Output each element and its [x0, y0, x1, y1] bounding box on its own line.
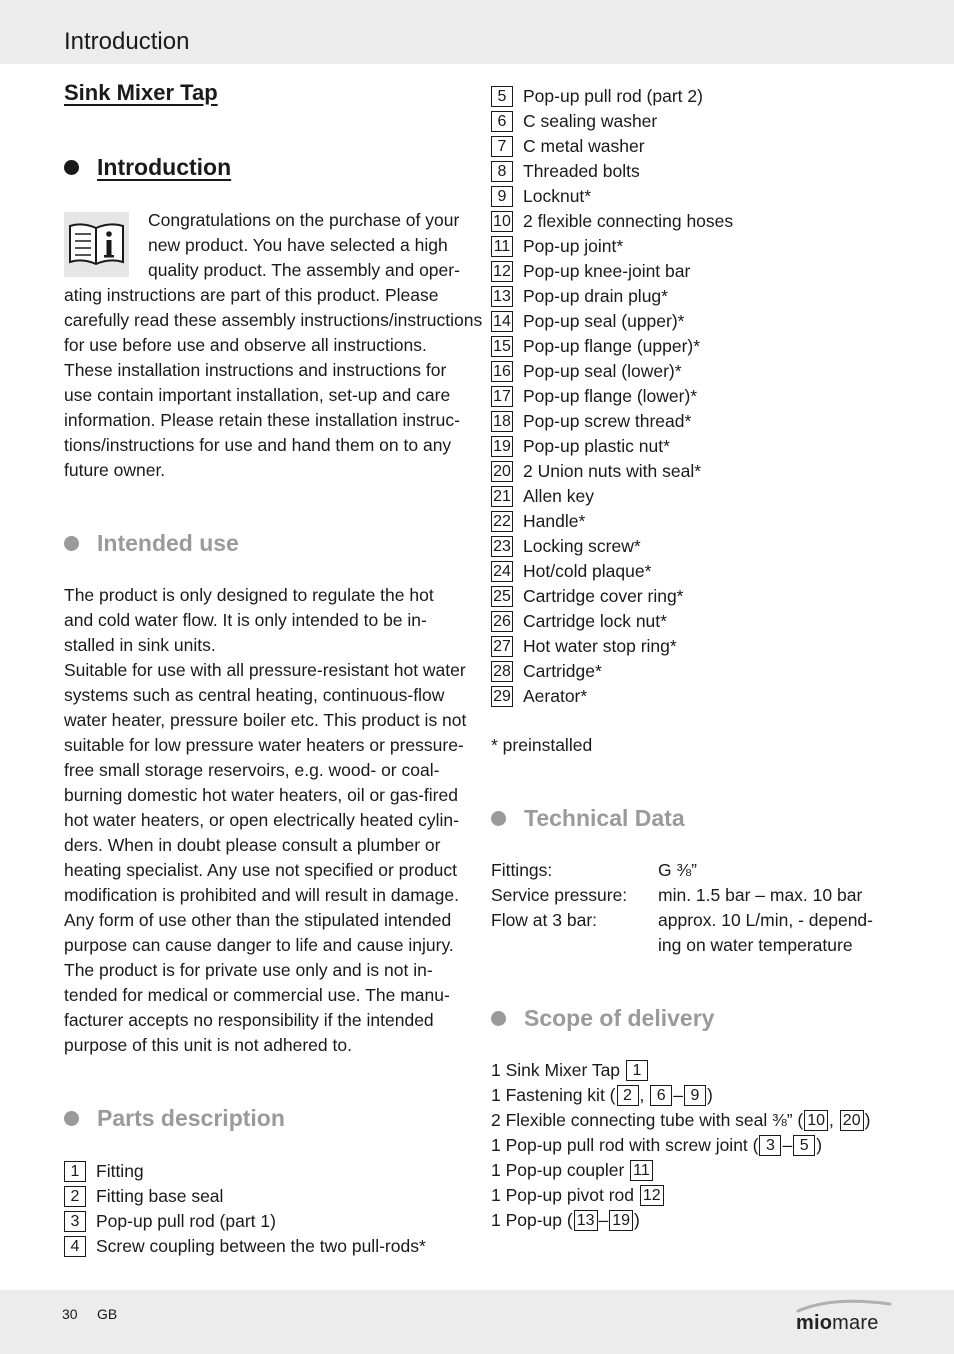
- bullet-icon: [64, 160, 79, 175]
- part-number: 11: [491, 236, 513, 257]
- intended-use-text: The product is only designed to regulate the hot and cold water flow. It is only intended to be in- stalled in sink units. Suitable for use with all pressure-resistant hot water systems such as central heating, continuous-flow water heater, pressure boiler etc. This product is not suitable for low pressure water heaters or pressure- free small storage reservoirs, e.g. wood- or coal- burning domestic hot water heaters, oil or gas-fired hot water heaters, or open electrically heated cylin- ders. When in doubt please consult a plumber or heating specialist. Any use not specified or product modification is prohibited and will result in damage. Any form of use other than the stipulated intended purpose can cause danger to life and cause injury. The product is for private use only and is not in- tended for medical or commercial use. The manu- facturer accepts no responsibility if the intended purpose of this unit is not adhered to.: [64, 585, 467, 1055]
- part-label: C metal washer: [523, 136, 645, 156]
- part-label: Pop-up drain plug*: [523, 286, 668, 306]
- tech-row: [491, 858, 891, 883]
- part-row: [491, 634, 733, 659]
- scope-row: 1 Pop-up ( 13 – 19 ): [491, 1210, 640, 1230]
- scope-row: 1 Sink Mixer Tap 1: [491, 1058, 870, 1083]
- part-label: Handle*: [523, 511, 586, 531]
- part-row: [491, 334, 733, 359]
- bullet-icon: [64, 536, 79, 551]
- part-row: [491, 234, 733, 259]
- technical-data-table: [491, 858, 891, 958]
- part-number: 20: [840, 1110, 864, 1131]
- part-number: 10: [491, 211, 513, 232]
- part-label: Pop-up screw thread*: [523, 411, 692, 431]
- part-label: Pop-up flange (upper)*: [523, 336, 701, 356]
- technical-data-heading: Technical Data: [491, 805, 685, 832]
- part-label: Allen key: [523, 486, 595, 506]
- part-label: Locknut*: [523, 186, 592, 206]
- part-row: [491, 359, 733, 384]
- parts-list-right: [491, 84, 733, 709]
- part-number: 9: [491, 186, 513, 207]
- part-row: [491, 609, 733, 634]
- part-row: [64, 1234, 426, 1259]
- part-label: Pop-up pull rod (part 2): [523, 86, 703, 106]
- part-row: [491, 584, 733, 609]
- part-row: [491, 209, 733, 234]
- part-number: 11: [630, 1160, 653, 1181]
- introduction-text: ating instructions are part of this product. Please carefully read these assembly instructions/instructions for use before use and observe all instructions. These installation instructions and instructions for use contain important installation, set-up and care information. Please retain these installation instruc- tions/instructions for use and hand them on to any future owner.: [64, 285, 483, 480]
- part-row: [491, 534, 733, 559]
- part-row: [491, 409, 733, 434]
- preinstalled-footnote: * preinstalled: [491, 735, 593, 755]
- part-label: Pop-up flange (lower)*: [523, 386, 698, 406]
- part-number: 28: [491, 661, 513, 682]
- bullet-icon: [491, 1011, 506, 1026]
- part-number: 2: [617, 1085, 639, 1106]
- page-language: GB: [97, 1306, 118, 1322]
- part-number: 18: [491, 411, 513, 432]
- part-row: [491, 559, 733, 584]
- tech-label: Flow at 3 bar:: [491, 910, 598, 930]
- part-row: [491, 684, 733, 709]
- brand-logo: [792, 1298, 902, 1338]
- intended-use-heading: Intended use: [64, 530, 239, 557]
- part-label: Fitting base seal: [96, 1186, 224, 1206]
- part-number: 1: [64, 1161, 86, 1182]
- part-label: Pop-up plastic nut*: [523, 436, 670, 456]
- part-row: [491, 284, 733, 309]
- info-book-icon: [64, 212, 129, 277]
- part-row: [491, 434, 733, 459]
- part-label: Locking screw*: [523, 536, 641, 556]
- part-number: 4: [64, 1236, 86, 1257]
- part-label: Pop-up joint*: [523, 236, 624, 256]
- part-row: [491, 134, 733, 159]
- part-label: Cartridge*: [523, 661, 602, 681]
- bullet-icon: [64, 1111, 79, 1126]
- part-number: 16: [491, 361, 513, 382]
- part-number: 26: [491, 611, 513, 632]
- part-label: Pop-up knee-joint bar: [523, 261, 691, 281]
- parts-description-heading: Parts description: [64, 1105, 285, 1132]
- part-number: 8: [491, 161, 513, 182]
- scope-of-delivery-heading: Scope of delivery: [491, 1005, 714, 1032]
- brand-wordmark: miomare: [796, 1312, 879, 1334]
- part-number: 6: [650, 1085, 672, 1106]
- part-label: 2 Union nuts with seal*: [523, 461, 702, 481]
- introduction-heading: Introduction: [64, 154, 231, 181]
- introduction-text-top: Congratulations on the purchase of your new product. You have selected a high quality product. The assembly and oper-: [148, 210, 460, 280]
- part-row: [491, 384, 733, 409]
- part-row: [491, 309, 733, 334]
- part-number: 20: [491, 461, 513, 482]
- tech-value: approx. 10 L/min, - depend- ing on water temperature: [658, 910, 873, 955]
- tech-value: min. 1.5 bar – max. 10 bar: [658, 885, 863, 905]
- part-row: [491, 259, 733, 284]
- part-number: 1: [626, 1060, 648, 1081]
- tech-label: Fittings:: [491, 860, 553, 880]
- part-number: 27: [491, 636, 513, 657]
- bullet-icon: [491, 811, 506, 826]
- part-row: [491, 509, 733, 534]
- scope-row: 1 Pop-up pivot rod 12: [491, 1183, 870, 1208]
- part-label: Hot/cold plaque*: [523, 561, 652, 581]
- part-number: 23: [491, 536, 513, 557]
- part-label: Fitting: [96, 1161, 144, 1181]
- part-row: [491, 84, 733, 109]
- part-label: Pop-up seal (upper)*: [523, 311, 685, 331]
- part-label: 2 flexible connecting hoses: [523, 211, 734, 231]
- document-title: Sink Mixer Tap: [64, 80, 218, 105]
- part-row: [491, 109, 733, 134]
- header-title: Introduction: [64, 28, 190, 55]
- scope-row: 2 Flexible connecting tube with seal ⅜” ( 10 , 20 ): [491, 1110, 871, 1130]
- tech-row: [491, 908, 891, 958]
- part-label: Cartridge cover ring*: [523, 586, 684, 606]
- part-number: 19: [609, 1210, 633, 1231]
- part-row: [491, 659, 733, 684]
- part-number: 24: [491, 561, 513, 582]
- part-number: 10: [804, 1110, 828, 1131]
- scope-row: 1 Pop-up coupler 11: [491, 1158, 870, 1183]
- part-number: 6: [491, 111, 513, 132]
- part-number: 5: [793, 1135, 815, 1156]
- page-number: 30: [62, 1306, 78, 1322]
- part-label: C sealing washer: [523, 111, 658, 131]
- part-number: 9: [684, 1085, 706, 1106]
- part-number: 5: [491, 86, 513, 107]
- part-label: Pop-up pull rod (part 1): [96, 1211, 276, 1231]
- part-number: 3: [64, 1211, 86, 1232]
- part-number: 12: [640, 1185, 664, 1206]
- scope-row: 1 Pop-up pull rod with screw joint ( 3 – 5 ): [491, 1135, 823, 1155]
- part-number: 12: [491, 261, 513, 282]
- part-row: [491, 184, 733, 209]
- part-row: [491, 459, 733, 484]
- tech-label: Service pressure:: [491, 885, 628, 905]
- part-number: 15: [491, 336, 513, 357]
- tech-value: G ⅜”: [658, 860, 697, 880]
- part-label: Pop-up seal (lower)*: [523, 361, 682, 381]
- part-number: 22: [491, 511, 513, 532]
- part-label: Screw coupling between the two pull-rods*: [96, 1236, 426, 1256]
- part-number: 17: [491, 386, 513, 407]
- part-number: 13: [574, 1210, 598, 1231]
- part-row: [64, 1209, 426, 1234]
- scope-row: 1 Fastening kit ( 2 , 6 – 9 ): [491, 1085, 713, 1105]
- part-label: Cartridge lock nut*: [523, 611, 667, 631]
- scope-of-delivery-list: [491, 1058, 870, 1233]
- part-number: 7: [491, 136, 513, 157]
- parts-list-left: [64, 1159, 426, 1259]
- tech-row: [491, 883, 891, 908]
- part-number: 14: [491, 311, 513, 332]
- part-row: [491, 484, 733, 509]
- part-label: Aerator*: [523, 686, 588, 706]
- part-number: 19: [491, 436, 513, 457]
- part-number: 3: [759, 1135, 781, 1156]
- part-label: Threaded bolts: [523, 161, 640, 181]
- part-row: [64, 1159, 426, 1184]
- part-row: [64, 1184, 426, 1209]
- part-number: 2: [64, 1186, 86, 1207]
- part-label: Hot water stop ring*: [523, 636, 677, 656]
- part-row: [491, 159, 733, 184]
- part-number: 29: [491, 686, 513, 707]
- part-number: 21: [491, 486, 513, 507]
- part-number: 13: [491, 286, 513, 307]
- part-number: 25: [491, 586, 513, 607]
